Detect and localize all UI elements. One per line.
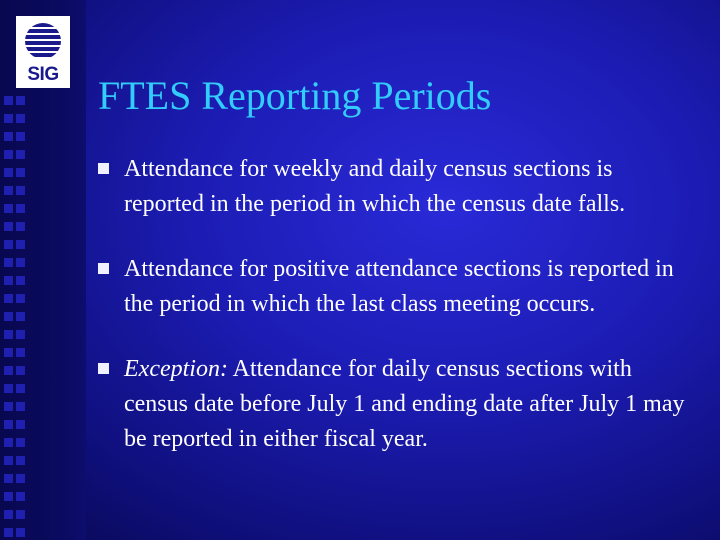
square-bullet-icon xyxy=(98,263,109,274)
decorative-square-column xyxy=(16,96,25,540)
bullet-text-body: Attendance for weekly and daily census sections is reported in the period in which the census date falls. xyxy=(124,156,626,217)
bullet-item xyxy=(96,252,696,322)
bullet-list xyxy=(96,152,696,487)
bullet-text xyxy=(124,352,696,457)
exception-label: Exception: xyxy=(124,356,228,382)
bullet-text-body: Attendance for daily census sections with census date before July 1 and ending date after July 1 may be reported in either fiscal year. xyxy=(124,356,685,452)
slide-title: FTES Reporting Periods xyxy=(98,73,492,118)
sig-globe-icon xyxy=(16,16,70,66)
bullet-item xyxy=(96,352,696,457)
bullet-text xyxy=(124,252,696,322)
logo-text: SIG xyxy=(27,64,59,85)
sig-logo xyxy=(16,16,70,88)
square-bullet-icon xyxy=(98,163,109,174)
decorative-square-column xyxy=(4,96,13,540)
bullet-text-body: Attendance for positive attendance sections is reported in the period in which the last class meeting occurs. xyxy=(124,256,674,317)
square-bullet-icon xyxy=(98,363,109,374)
bullet-item xyxy=(96,152,696,222)
bullet-text xyxy=(124,152,696,222)
